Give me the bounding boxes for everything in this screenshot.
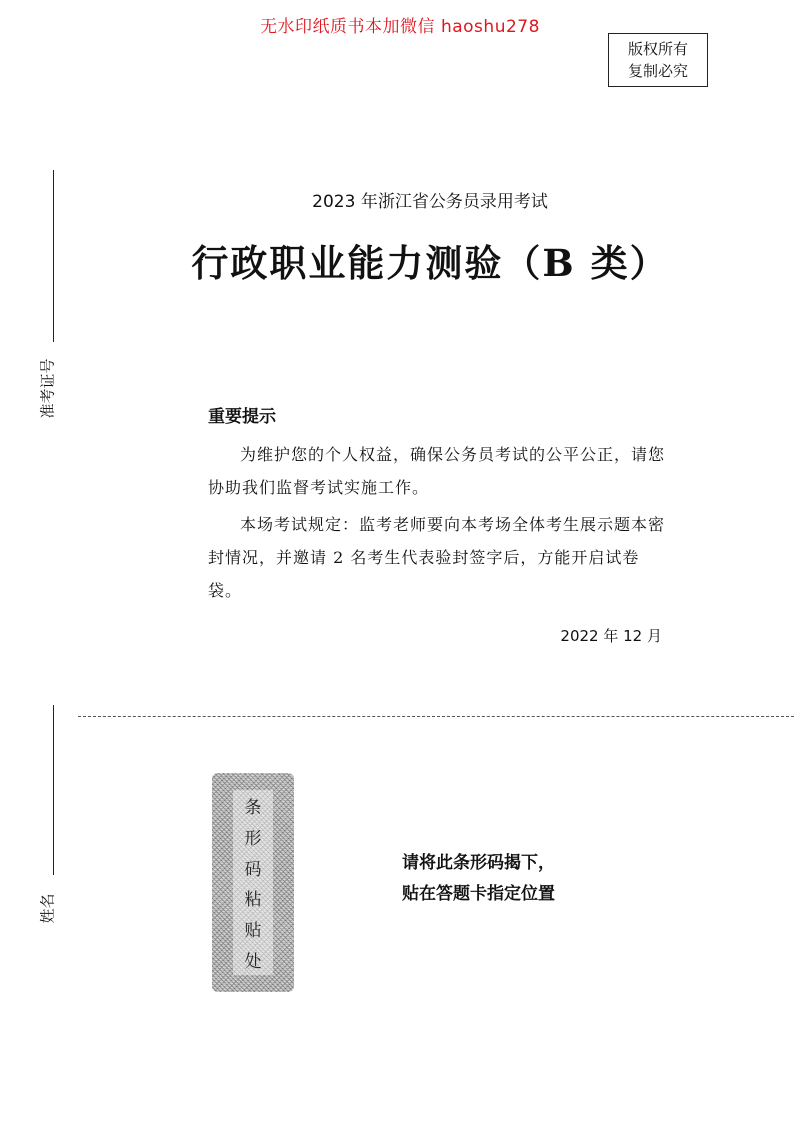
cut-line [78, 716, 794, 717]
notice-paragraph-1: 为维护您的个人权益，确保公务员考试的公平公正，请您协助我们监督考试实施工作。 [208, 445, 666, 497]
notice-date: 2022 年 12 月 [560, 627, 662, 645]
barcode-char: 粘 [244, 890, 262, 911]
barcode-char: 码 [244, 859, 262, 880]
barcode-instruction [402, 848, 555, 910]
copyright-line-1: 版权所有 [627, 40, 688, 58]
barcode-char: 贴 [244, 921, 262, 942]
barcode-instruction-line-2: 贴在答题卡指定位置 [402, 884, 555, 904]
barcode-instruction-line-1: 请将此条形码揭下， [402, 853, 555, 873]
name-line [53, 705, 54, 875]
barcode-sticker[interactable] [212, 773, 294, 992]
notice-paragraph-2: 本场考试规定：监考老师要向本考场全体考生展示题本密封情况，并邀请 2 名考生代表验封签字后，方能开启试卷袋。 [208, 515, 666, 600]
barcode-char: 条 [244, 797, 262, 818]
admission-ticket-label: 准考证号 [38, 358, 57, 419]
exam-title: 行政职业能力测验（B 类） [191, 241, 669, 285]
exam-subtitle: 2023 年浙江省公务员录用考试 [312, 192, 548, 212]
watermark-text: 无水印纸质书本加微信 haoshu278 [260, 17, 540, 37]
notice-heading: 重要提示 [208, 407, 276, 427]
copyright-line-2: 复制必究 [627, 62, 688, 80]
barcode-char: 形 [244, 828, 262, 849]
barcode-char: 处 [244, 952, 262, 973]
name-label: 姓名 [38, 893, 57, 924]
copyright-notice [608, 33, 708, 87]
barcode-label [233, 790, 273, 975]
